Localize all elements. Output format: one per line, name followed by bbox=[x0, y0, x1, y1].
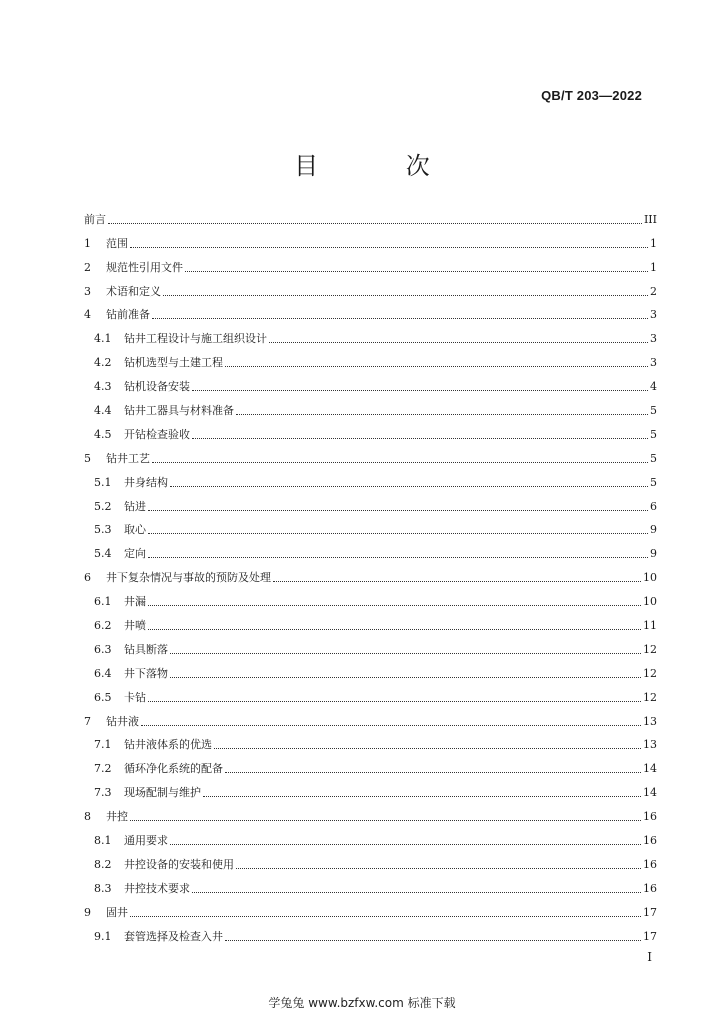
toc-entry-page: 13 bbox=[643, 738, 657, 752]
toc-entry-label: 术语和定义 bbox=[106, 284, 161, 298]
toc-entry-number: 6.2 bbox=[94, 619, 112, 633]
toc-leader-dots bbox=[130, 820, 641, 821]
toc-entry-page: 12 bbox=[643, 642, 657, 656]
toc-leader-dots bbox=[203, 796, 641, 797]
toc-leader-dots bbox=[163, 295, 648, 296]
toc-leader-dots bbox=[148, 701, 641, 702]
toc-leader-dots bbox=[236, 414, 648, 415]
toc-entry-page: 11 bbox=[643, 619, 657, 633]
toc-entry-number: 8.3 bbox=[94, 881, 112, 895]
toc-entry-label: 井身结构 bbox=[124, 475, 168, 489]
toc-entry-label: 井喷 bbox=[124, 619, 146, 633]
toc-entry[interactable] bbox=[84, 536, 657, 560]
toc-entry-label: 井漏 bbox=[124, 595, 146, 609]
toc-entry-number: 5.4 bbox=[94, 547, 112, 561]
toc-entry-page: 16 bbox=[643, 881, 657, 895]
toc-leader-dots bbox=[192, 390, 648, 391]
page-title: 目 次 bbox=[294, 152, 470, 180]
toc-entry-number: 4.4 bbox=[94, 404, 112, 418]
toc-leader-dots bbox=[148, 605, 641, 606]
toc-entry-page: 17 bbox=[643, 905, 657, 919]
toc-entry-label: 钻具断落 bbox=[124, 642, 168, 656]
toc-entry-page: 17 bbox=[643, 929, 657, 943]
toc-entry-page: 16 bbox=[643, 857, 657, 871]
toc-entry-number: 4.3 bbox=[94, 380, 112, 394]
toc-entry[interactable] bbox=[84, 369, 657, 393]
toc-entry-label: 钻前准备 bbox=[106, 308, 150, 322]
toc-leader-dots bbox=[148, 557, 648, 558]
toc-leader-dots bbox=[225, 366, 648, 367]
toc-entry[interactable] bbox=[84, 417, 657, 441]
toc-entry-number: 4.1 bbox=[94, 332, 112, 346]
toc-entry-label: 固井 bbox=[106, 905, 128, 919]
toc-entry[interactable] bbox=[84, 298, 657, 322]
toc-entry-page: 12 bbox=[643, 666, 657, 680]
toc-entry-page: 6 bbox=[650, 499, 657, 513]
toc-entry[interactable] bbox=[84, 728, 657, 752]
toc-entry[interactable] bbox=[84, 847, 657, 871]
toc-leader-dots bbox=[148, 533, 648, 534]
toc-entry-label: 井下复杂情况与事故的预防及处理 bbox=[106, 571, 271, 585]
toc-entry-page: 13 bbox=[643, 714, 657, 728]
toc-entry[interactable] bbox=[84, 656, 657, 680]
toc-entry-number: 4 bbox=[84, 308, 91, 322]
toc-entry[interactable] bbox=[84, 321, 657, 345]
toc-leader-dots bbox=[130, 247, 648, 248]
toc-entry-label: 井下落物 bbox=[124, 666, 168, 680]
toc-entry[interactable] bbox=[84, 202, 657, 226]
toc-leader-dots bbox=[170, 486, 648, 487]
toc-leader-dots bbox=[225, 940, 641, 941]
toc-entry-label: 定向 bbox=[124, 547, 146, 561]
toc-leader-dots bbox=[192, 892, 641, 893]
toc-entry-label: 套管选择及检查入井 bbox=[124, 929, 223, 943]
toc-entry-number: 6.4 bbox=[94, 666, 112, 680]
toc-entry-number: 4.5 bbox=[94, 427, 112, 441]
toc-entry-number: 1 bbox=[84, 236, 91, 250]
toc-entry-label: 钻井液 bbox=[106, 714, 139, 728]
toc-leader-dots bbox=[130, 916, 641, 917]
toc-entry-number: 7.2 bbox=[94, 762, 112, 776]
toc-entry-page: 3 bbox=[650, 308, 657, 322]
toc-entry-page: 9 bbox=[650, 547, 657, 561]
toc-leader-dots bbox=[269, 342, 648, 343]
toc-entry-number: 7 bbox=[84, 714, 91, 728]
toc-entry-page: 3 bbox=[650, 332, 657, 346]
toc-entry-label: 钻机设备安装 bbox=[124, 380, 190, 394]
toc-entry-number: 9 bbox=[84, 905, 91, 919]
toc-entry[interactable] bbox=[84, 345, 657, 369]
toc-entry-number: 6 bbox=[84, 571, 91, 585]
toc-entry[interactable] bbox=[84, 871, 657, 895]
toc-entry[interactable] bbox=[84, 799, 657, 823]
toc-entry[interactable] bbox=[84, 680, 657, 704]
toc-leader-dots bbox=[148, 510, 648, 511]
toc-entry-number: 6.1 bbox=[94, 595, 112, 609]
toc-entry[interactable] bbox=[84, 441, 657, 465]
toc-entry[interactable] bbox=[84, 250, 657, 274]
toc-entry-number: 8 bbox=[84, 810, 91, 824]
toc-entry-label: 前言 bbox=[84, 212, 106, 226]
standard-number: QB/T 203—2022 bbox=[541, 88, 642, 103]
toc-entry-page: 5 bbox=[650, 475, 657, 489]
toc-entry-number: 8.1 bbox=[94, 834, 112, 848]
toc-entry-label: 钻井工程设计与施工组织设计 bbox=[124, 332, 267, 346]
toc-leader-dots bbox=[192, 438, 648, 439]
toc-entry-page: 14 bbox=[643, 762, 657, 776]
footer-watermark: 学兔兔 www.bzfxw.com 标准下载 bbox=[268, 996, 456, 1010]
toc-entry-page: 5 bbox=[650, 404, 657, 418]
toc-entry-number: 7.1 bbox=[94, 738, 112, 752]
toc-entry[interactable] bbox=[84, 513, 657, 537]
toc-leader-dots bbox=[236, 868, 641, 869]
toc-entry-number: 7.3 bbox=[94, 786, 112, 800]
toc-leader-dots bbox=[214, 748, 641, 749]
toc-entry-label: 钻机选型与土建工程 bbox=[124, 356, 223, 370]
toc-entry-page: 12 bbox=[643, 690, 657, 704]
toc-leader-dots bbox=[170, 844, 641, 845]
toc-leader-dots bbox=[152, 318, 648, 319]
toc-entry-page: 14 bbox=[643, 786, 657, 800]
toc-entry-page: 10 bbox=[643, 571, 657, 585]
toc-entry[interactable] bbox=[84, 465, 657, 489]
toc-entry-label: 通用要求 bbox=[124, 834, 168, 848]
toc-entry-label: 井控技术要求 bbox=[124, 881, 190, 895]
toc-entry-label: 井控 bbox=[106, 810, 128, 824]
toc-entry-page: 1 bbox=[650, 260, 657, 274]
toc-entry-label: 钻井工器具与材料准备 bbox=[124, 404, 234, 418]
toc-entry-label: 范围 bbox=[106, 236, 128, 250]
toc-leader-dots bbox=[170, 653, 641, 654]
toc-entry-label: 卡钻 bbox=[124, 690, 146, 704]
toc-entry-label: 取心 bbox=[124, 523, 146, 537]
toc-entry-page: 5 bbox=[650, 451, 657, 465]
toc-entry-label: 钻井工艺 bbox=[106, 451, 150, 465]
toc-entry[interactable] bbox=[84, 226, 657, 250]
toc-entry[interactable] bbox=[84, 775, 657, 799]
toc-entry[interactable] bbox=[84, 560, 657, 584]
toc-entry-number: 5.3 bbox=[94, 523, 112, 537]
toc-entry[interactable] bbox=[84, 608, 657, 632]
toc-entry-number: 6.5 bbox=[94, 690, 112, 704]
toc-entry-label: 井控设备的安装和使用 bbox=[124, 857, 234, 871]
toc-leader-dots bbox=[148, 629, 641, 630]
toc-entry-number: 4.2 bbox=[94, 356, 112, 370]
toc-entry-number: 9.1 bbox=[94, 929, 112, 943]
toc-entry-page: 2 bbox=[650, 284, 657, 298]
toc-entry[interactable] bbox=[84, 823, 657, 847]
toc-leader-dots bbox=[225, 772, 641, 773]
toc-entry-label: 钻进 bbox=[124, 499, 146, 513]
toc-entry-number: 2 bbox=[84, 260, 91, 274]
toc-entry-page: 3 bbox=[650, 356, 657, 370]
toc-entry-number: 6.3 bbox=[94, 642, 112, 656]
toc-entry-label: 规范性引用文件 bbox=[106, 260, 183, 274]
toc-entry-page: III bbox=[643, 212, 657, 226]
toc-entry-label: 钻井液体系的优选 bbox=[124, 738, 212, 752]
toc-entry[interactable] bbox=[84, 919, 657, 943]
table-of-contents bbox=[84, 202, 657, 943]
toc-leader-dots bbox=[273, 581, 641, 582]
toc-entry[interactable] bbox=[84, 751, 657, 775]
toc-leader-dots bbox=[185, 271, 648, 272]
page-number: I bbox=[647, 950, 652, 964]
toc-entry-page: 9 bbox=[650, 523, 657, 537]
toc-entry-label: 开钻检查验收 bbox=[124, 427, 190, 441]
toc-entry[interactable] bbox=[84, 274, 657, 298]
toc-entry[interactable] bbox=[84, 489, 657, 513]
toc-entry-label: 循环净化系统的配备 bbox=[124, 762, 223, 776]
toc-leader-dots bbox=[152, 462, 648, 463]
toc-entry-number: 3 bbox=[84, 284, 91, 298]
toc-entry-page: 5 bbox=[650, 427, 657, 441]
toc-entry[interactable] bbox=[84, 393, 657, 417]
toc-leader-dots bbox=[108, 223, 642, 224]
toc-leader-dots bbox=[170, 677, 641, 678]
toc-entry[interactable] bbox=[84, 895, 657, 919]
toc-entry-number: 5.1 bbox=[94, 475, 112, 489]
toc-entry-number: 5 bbox=[84, 451, 91, 465]
toc-entry[interactable] bbox=[84, 704, 657, 728]
toc-entry-page: 1 bbox=[650, 236, 657, 250]
toc-entry[interactable] bbox=[84, 584, 657, 608]
toc-entry-page: 16 bbox=[643, 810, 657, 824]
toc-leader-dots bbox=[141, 725, 641, 726]
toc-entry-page: 10 bbox=[643, 595, 657, 609]
toc-entry-page: 16 bbox=[643, 834, 657, 848]
toc-entry-number: 5.2 bbox=[94, 499, 112, 513]
toc-entry[interactable] bbox=[84, 632, 657, 656]
toc-entry-label: 现场配制与维护 bbox=[124, 786, 201, 800]
toc-entry-number: 8.2 bbox=[94, 857, 112, 871]
toc-entry-page: 4 bbox=[650, 380, 657, 394]
